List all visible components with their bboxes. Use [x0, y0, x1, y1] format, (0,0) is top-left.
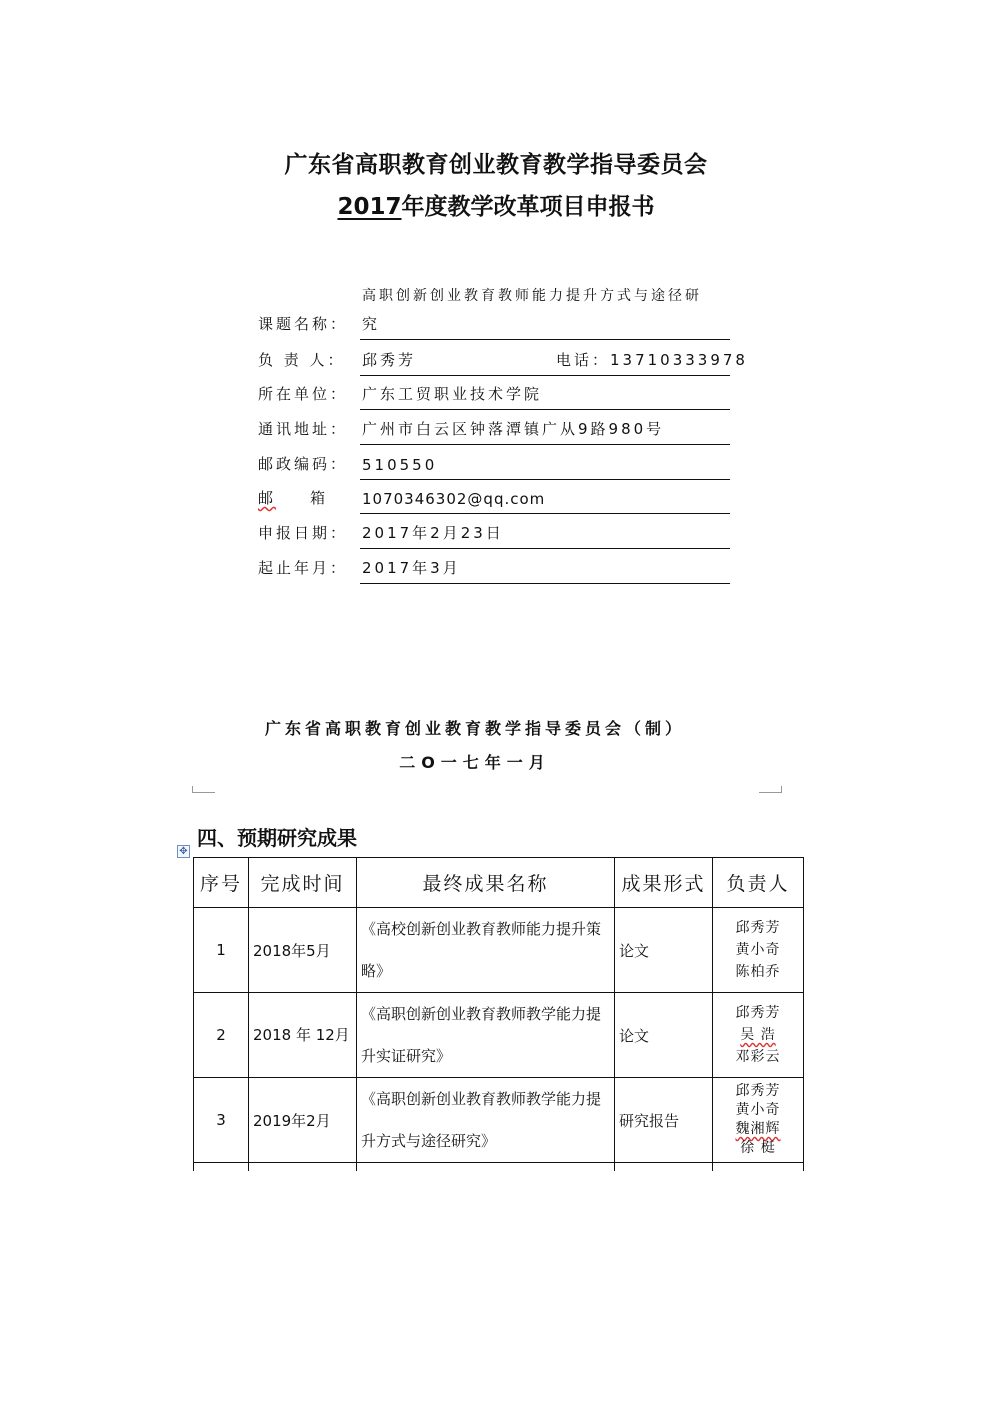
header-name: 最终成果名称	[357, 858, 615, 908]
person: 黄小奇	[735, 1102, 781, 1118]
date-underline	[360, 548, 730, 549]
document-subtitle	[0, 188, 992, 221]
person: 黄小奇	[735, 942, 781, 958]
row-form: 论文	[615, 993, 713, 1078]
form-row-unit	[258, 380, 730, 410]
table-row	[194, 993, 804, 1078]
unit-label: 所在单位：	[258, 385, 349, 403]
row-form: 论文	[615, 908, 713, 993]
email-underline	[360, 513, 730, 514]
person: 徐 梃	[740, 1140, 776, 1156]
address-label: 通讯地址：	[258, 420, 349, 438]
person: 吴 浩	[740, 1027, 776, 1043]
row-form: 研究报告	[615, 1078, 713, 1163]
table-row	[194, 908, 804, 993]
person: 魏湘辉	[735, 1121, 781, 1137]
form-row-date	[258, 519, 730, 549]
header-num: 序号	[194, 858, 249, 908]
unit-value: 广东工贸职业技术学院	[362, 385, 543, 403]
row-people	[713, 908, 804, 993]
person: 陈柏乔	[735, 964, 781, 980]
postcode-underline	[360, 479, 730, 480]
row-people	[713, 993, 804, 1078]
address-underline	[360, 444, 730, 445]
email-value: 1070346302@qq.com	[362, 490, 546, 508]
topic-value-line2: 究	[362, 315, 381, 333]
row-time: 2019年2月	[249, 1078, 357, 1163]
footer-date: 二O一七年一月	[399, 753, 551, 772]
row-time: 2018年5月	[249, 908, 357, 993]
unit-underline	[360, 409, 730, 410]
row-name: 《高职创新创业教育教师教学能力提升方式与途径研究》	[357, 1078, 615, 1163]
tail-cell	[713, 1163, 804, 1172]
date-value: 2017年2月23日	[362, 524, 504, 542]
form-row-email	[258, 484, 730, 514]
title-rest: 年度教学改革项目申报书	[401, 194, 655, 220]
person: 邱秀芳	[735, 1083, 781, 1099]
topic-value-line1: 高职创新创业教育教师能力提升方式与途径研	[362, 288, 702, 304]
topic-label: 课题名称：	[258, 315, 349, 333]
header-time: 完成时间	[249, 858, 357, 908]
period-value: 2017年3月	[362, 559, 461, 577]
postcode-value: 510550	[362, 456, 438, 474]
row-num: 1	[194, 908, 249, 993]
row-name: 《高校创新创业教育教师能力提升策略》	[357, 908, 615, 993]
form-row-period	[258, 554, 730, 584]
page-corner-mark-right	[759, 786, 782, 793]
form-row-postcode	[258, 450, 730, 480]
form-row-leader	[258, 346, 748, 376]
table-header-row	[194, 858, 804, 908]
tail-cell	[249, 1163, 357, 1172]
results-table	[193, 857, 804, 1171]
page-corner-mark-left	[192, 786, 215, 793]
tail-cell	[615, 1163, 713, 1172]
form-row-topic	[258, 310, 730, 340]
person: 邓彩云	[735, 1049, 781, 1065]
person: 邱秀芳	[735, 920, 781, 936]
leader-underline	[360, 375, 730, 376]
email-label	[258, 487, 328, 508]
leader-value: 邱秀芳	[362, 351, 417, 369]
row-people	[713, 1078, 804, 1163]
row-num: 3	[194, 1078, 249, 1163]
form-row-address	[258, 415, 730, 445]
topic-underline	[360, 339, 730, 340]
title-year: 2017	[337, 194, 402, 220]
row-name: 《高职创新创业教育教师教学能力提升实证研究》	[357, 993, 615, 1078]
footer-org: 广东省高职教育创业教育教学指导委员会（制）	[264, 719, 685, 738]
table-row-partial	[194, 1163, 804, 1172]
tail-cell	[194, 1163, 249, 1172]
person: 邱秀芳	[735, 1005, 781, 1021]
document-title: 广东省高职教育创业教育教学指导委员会	[284, 152, 708, 178]
postcode-label: 邮政编码：	[258, 455, 349, 473]
phone-value: 电话：13710333978	[556, 351, 748, 369]
header-people: 负责人	[713, 858, 804, 908]
header-form: 成果形式	[615, 858, 713, 908]
section-heading: 四、预期研究成果	[197, 826, 357, 850]
row-time: 2018 年 12月	[249, 993, 357, 1078]
email-label-b: 箱	[310, 489, 329, 507]
table-move-handle-icon[interactable]: ✥	[177, 845, 190, 858]
tail-cell	[357, 1163, 615, 1172]
period-label: 起止年月：	[258, 559, 349, 577]
period-underline	[360, 583, 730, 584]
date-label: 申报日期：	[258, 524, 349, 542]
row-num: 2	[194, 993, 249, 1078]
leader-label: 负 责 人：	[258, 351, 346, 369]
address-value: 广州市白云区钟落潭镇广从9路980号	[362, 420, 665, 438]
email-label-a: 邮	[258, 489, 277, 507]
table-row	[194, 1078, 804, 1163]
